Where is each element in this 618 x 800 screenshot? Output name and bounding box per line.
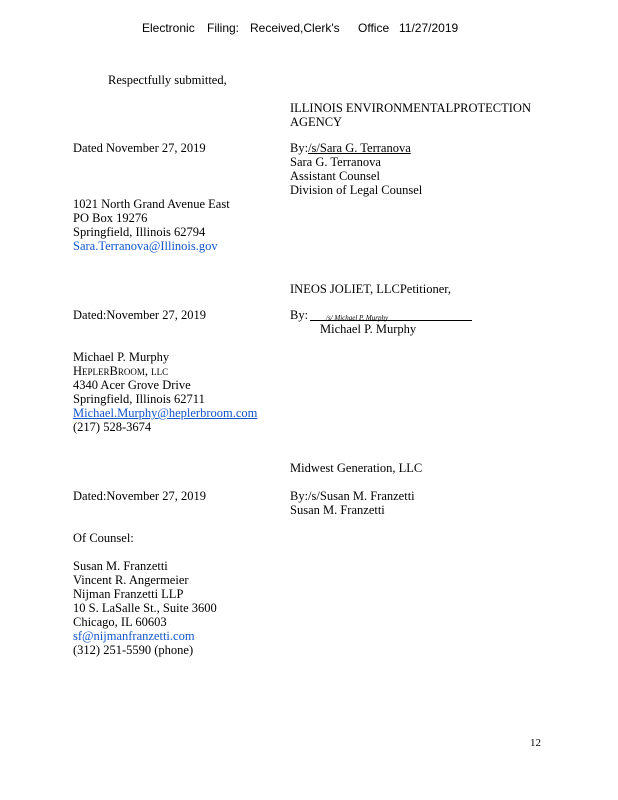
header-received: Received,Clerk's — [250, 21, 340, 35]
ineos-signature: /s/ Michael P. Murphy — [326, 314, 389, 322]
ineos-address-line: 4340 Acer Grove Drive — [73, 378, 191, 392]
iepa-name-line1: ILLINOIS ENVIRONMENTALPROTECTION — [290, 101, 531, 115]
midwest-counsel-line: Nijman Franzetti LLP — [73, 587, 184, 601]
midwest-signer: Susan M. Franzetti — [290, 503, 385, 517]
iepa-email-link[interactable]: Sara.Terranova@Illinois.gov — [73, 239, 218, 253]
ineos-address-line: Springfield, Illinois 62711 — [73, 392, 205, 406]
page-number: 12 — [530, 737, 541, 749]
ineos-counsel-name: Michael P. Murphy — [73, 350, 170, 364]
ineos-phone: (217) 528-3674 — [73, 420, 152, 434]
midwest-email-link[interactable]: sf@nijmanfranzetti.com — [73, 629, 195, 643]
ineos-name: INEOS JOLIET, LLCPetitioner, — [290, 282, 452, 296]
iepa-title: Assistant Counsel — [290, 169, 380, 183]
ineos-firm: HeplerBroom, llc — [73, 364, 169, 378]
midwest-counsel-line: Vincent R. Angermeier — [73, 573, 189, 587]
header-date: 11/27/2019 — [399, 21, 459, 35]
header-office: Office — [358, 21, 390, 35]
midwest-of-counsel: Of Counsel: — [73, 531, 134, 545]
iepa-signer: Sara G. Terranova — [290, 155, 381, 169]
ineos-email-link[interactable]: Michael.Murphy@heplerbroom.com — [73, 406, 258, 420]
iepa-by-prefix: By: — [290, 141, 309, 155]
midwest-counsel-line: 10 S. LaSalle St., Suite 3600 — [73, 601, 217, 615]
ineos-dated: Dated:November 27, 2019 — [73, 308, 206, 322]
closing-text: Respectfully submitted, — [108, 73, 227, 87]
ineos-by-prefix: By: — [290, 308, 309, 322]
header-electronic: Electronic — [142, 21, 195, 35]
midwest-counsel-line: Chicago, IL 60603 — [73, 615, 167, 629]
midwest-dated: Dated:November 27, 2019 — [73, 489, 206, 503]
midwest-counsel-line: Susan M. Franzetti — [73, 559, 168, 573]
iepa-dated: Dated November 27, 2019 — [73, 141, 206, 155]
midwest-phone: (312) 251-5590 (phone) — [73, 643, 194, 657]
midwest-name: Midwest Generation, LLC — [290, 461, 423, 475]
iepa-address-line: PO Box 19276 — [73, 211, 148, 225]
header-filing: Filing: — [207, 21, 240, 35]
iepa-name-line2: AGENCY — [290, 115, 343, 129]
ineos-signer: Michael P. Murphy — [320, 322, 417, 336]
iepa-address-line: 1021 North Grand Avenue East — [73, 197, 230, 211]
iepa-division: Division of Legal Counsel — [290, 183, 423, 197]
iepa-signature-line — [290, 141, 411, 155]
iepa-signature: /s/Sara G. Terranova — [308, 141, 411, 155]
midwest-signature: By:/s/Susan M. Franzetti — [290, 489, 415, 503]
iepa-address-line: Springfield, Illinois 62794 — [73, 225, 206, 239]
